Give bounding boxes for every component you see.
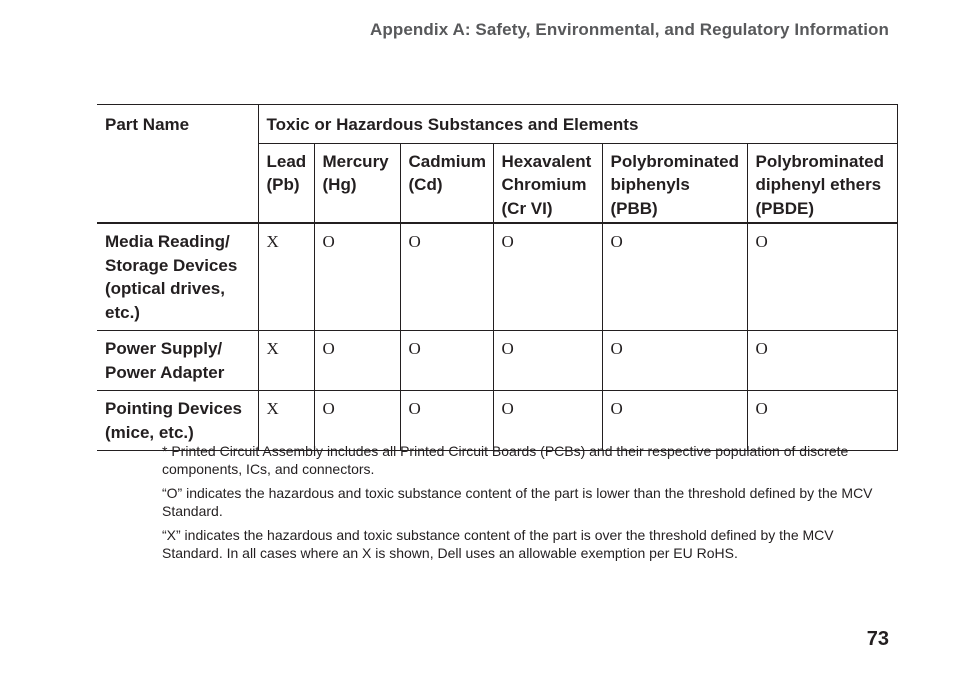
substances-group-header: Toxic or Hazardous Substances and Elements xyxy=(258,105,897,144)
value-cell-pbb: O xyxy=(602,391,747,451)
substance-symbol: (Cd) xyxy=(408,175,443,194)
substance-name: Cadmium xyxy=(408,151,486,171)
part-name-header: Part Name xyxy=(97,105,258,224)
value-cell-pbb: O xyxy=(602,223,747,331)
value-cell-lead: X xyxy=(258,331,314,391)
value-cell-cadmium: O xyxy=(400,331,493,391)
part-name-cell xyxy=(97,331,258,391)
substance-symbol: (PBB) xyxy=(610,198,658,218)
page-header-title: Appendix A: Safety, Environmental, and Regulatory Information xyxy=(370,20,889,39)
substance-name: Polybrominated xyxy=(755,151,884,171)
value-cell-mercury: O xyxy=(314,223,400,331)
substance-name: diphenyl ethers xyxy=(755,175,882,194)
value-cell-lead: X xyxy=(258,391,314,451)
substance-symbol: (Hg) xyxy=(322,175,357,194)
substance-header-pbb xyxy=(602,143,747,223)
part-name-line: (optical drives, xyxy=(105,279,225,298)
value-cell-lead: X xyxy=(258,223,314,331)
hazardous-substances-table xyxy=(97,104,898,451)
footnote-x-legend: “X” indicates the hazardous and toxic substance content of the part is over the threshold defined by the MCV Standard. In all cases where an X is shown, Dell uses an allowable exemption per EU RoHS. xyxy=(162,527,834,561)
part-name-line: Media Reading/ xyxy=(105,232,230,251)
value-cell-pbde: O xyxy=(747,391,897,451)
value-cell-pbb: O xyxy=(602,331,747,391)
value-cell-cadmium: O xyxy=(400,391,493,451)
page-number: 73 xyxy=(866,628,889,650)
substance-header-cadmium xyxy=(400,143,493,223)
table-row xyxy=(97,331,897,391)
substance-symbol: (PBDE) xyxy=(755,198,815,218)
substance-name: biphenyls xyxy=(610,175,690,194)
value-cell-cadmium: O xyxy=(400,223,493,331)
substance-name: Chromium xyxy=(501,175,587,194)
table-row xyxy=(97,223,897,331)
part-name-line: (mice, etc.) xyxy=(105,422,194,442)
part-name-line: Storage Devices xyxy=(105,255,238,275)
value-cell-mercury: O xyxy=(314,391,400,451)
substance-symbol: (Pb) xyxy=(266,175,300,194)
footnote-o-legend: “O” indicates the hazardous and toxic substance content of the part is lower than the threshold defined by the MCV Standard. xyxy=(162,485,873,519)
table-header-row xyxy=(97,105,897,144)
value-cell-chromium: O xyxy=(493,331,602,391)
value-cell-chromium: O xyxy=(493,223,602,331)
substance-header-lead xyxy=(258,143,314,223)
part-name-line: Power Adapter xyxy=(105,362,225,382)
substance-name: Lead xyxy=(266,151,307,171)
substance-name: Hexavalent xyxy=(501,151,592,171)
substance-name: Mercury xyxy=(322,151,389,171)
table-footnotes xyxy=(162,442,897,568)
substance-header-pbde xyxy=(747,143,897,223)
value-cell-mercury: O xyxy=(314,331,400,391)
part-name-cell xyxy=(97,223,258,331)
part-name-line: etc.) xyxy=(105,302,140,322)
substance-name: Polybrominated xyxy=(610,151,739,171)
part-name-line: Power Supply/ xyxy=(105,339,223,358)
value-cell-pbde: O xyxy=(747,331,897,391)
substance-header-hexavalent-chromium xyxy=(493,143,602,223)
value-cell-pbde: O xyxy=(747,223,897,331)
footnote-pca: * Printed Circuit Assembly includes all Printed Circuit Boards (PCBs) and their respective population of discrete components, ICs, and connectors. xyxy=(162,443,849,477)
value-cell-chromium: O xyxy=(493,391,602,451)
part-name-line: Pointing Devices xyxy=(105,399,242,418)
substance-header-mercury xyxy=(314,143,400,223)
substance-symbol: (Cr VI) xyxy=(501,198,553,218)
